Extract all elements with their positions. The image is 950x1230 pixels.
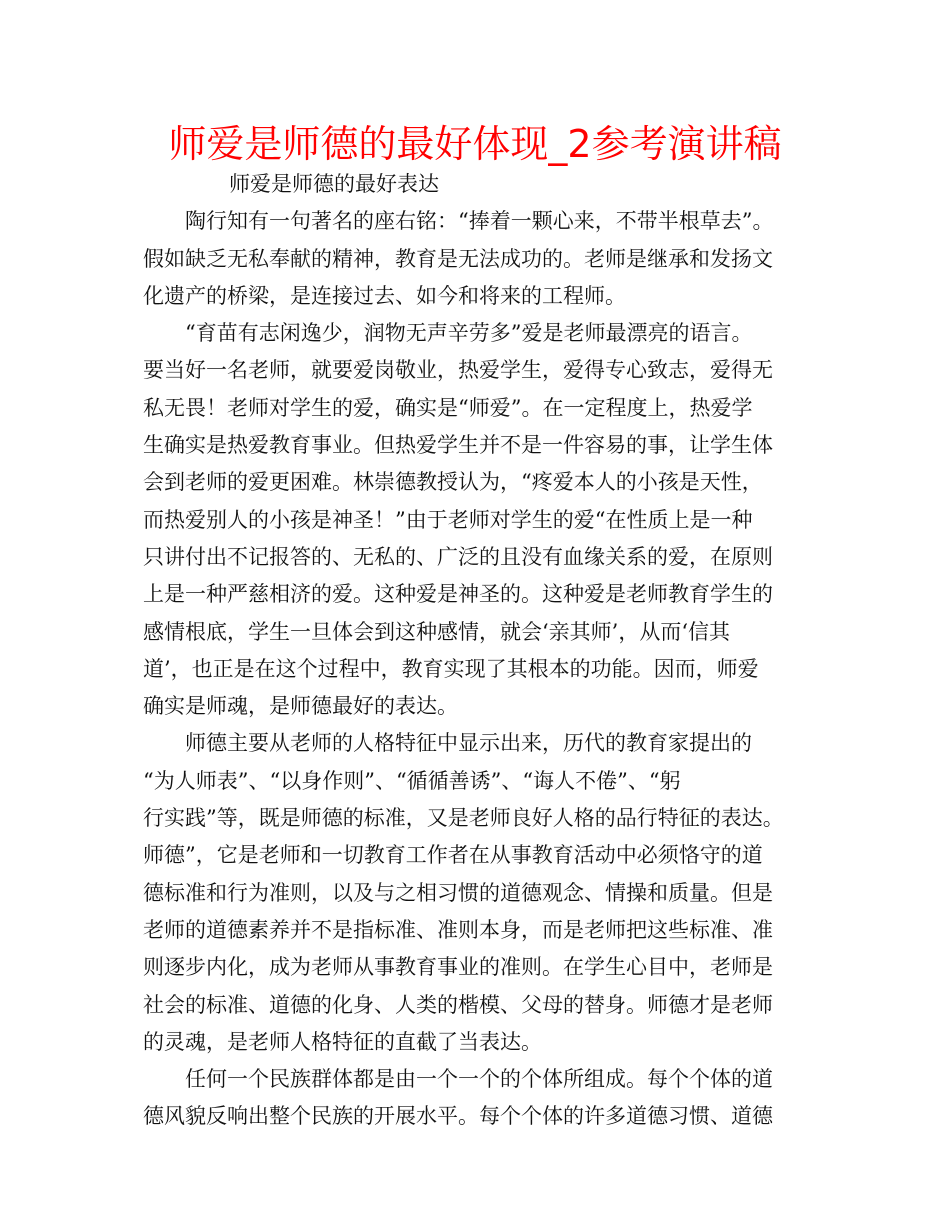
text-line: 上是一种严慈相济的爱。这种爱是神圣的。这种爱是老师教育学生的: [143, 582, 773, 607]
text-line: 而热爱别人的小孩是神圣！”由于老师对学生的爱“在性质上是一种: [143, 507, 753, 532]
text-line: 师德主要从老师的人格特征中显示出来，历代的教育家提出的: [143, 731, 752, 756]
text-line: 确实是师魂，是师德最好的表达。: [143, 694, 458, 719]
text-line: 老师的道德素养并不是指标准、准则本身，而是老师把这些标准、准: [143, 917, 773, 942]
text-line: 感情根底，学生一旦体会到这种感情，就会‘亲其师’，从而‘信其: [143, 619, 731, 644]
text-line: 行实践”等，既是师德的标准，又是老师良好人格的品行特征的表达。: [143, 806, 784, 831]
text-line: 社会的标准、道德的化身、人类的楷模、父母的替身。师德才是老师: [143, 992, 773, 1017]
text-line: 的灵魂，是老师人格特征的直截了当表达。: [143, 1029, 542, 1054]
text-line: 会到老师的爱更困难。林崇德教授认为，“疼爱本人的小孩是天性，: [143, 470, 763, 495]
text-line: 陶行知有一句著名的座右铭：“捧着一颗心来，不带半根草去”。: [143, 209, 774, 234]
text-line: 道’，也正是在这个过程中，教育实现了其根本的功能。因而，师爱: [143, 656, 759, 681]
text-line: 要当好一名老师，就要爱岗敬业，热爱学生，爱得专心致志，爱得无: [143, 358, 773, 383]
text-line: 德标准和行为准则，以及与之相习惯的道德观念、情操和质量。但是: [143, 880, 773, 905]
text-line: 任何一个民族群体都是由一个一个的个体所组成。每个个体的道: [143, 1067, 773, 1092]
text-line: 假如缺乏无私奉献的精神，教育是无法成功的。老师是继承和发扬文: [143, 246, 773, 271]
document-subtitle: 师爱是师德的最好表达: [229, 172, 439, 196]
text-line: 只讲付出不记报答的、无私的、广泛的且没有血缘关系的爱，在原则: [143, 544, 773, 569]
text-line: “为人师表”、“以身作则”、“循循善诱”、“诲人不倦”、“躬: [143, 768, 681, 793]
text-line: 私无畏！老师对学生的爱，确实是“师爱”。在一定程度上，热爱学: [143, 395, 753, 420]
text-line: 德风貌反响出整个民族的开展水平。每个个体的许多道德习惯、道德: [143, 1104, 773, 1129]
document-title: 师爱是师德的最好体现_2参考演讲稿: [168, 122, 782, 166]
text-line: 师德”，它是老师和一切教育工作者在从事教育活动中必须恪守的道: [143, 843, 763, 868]
document-body: [143, 166, 823, 1136]
text-line: 生确实是热爱教育事业。但热爱学生并不是一件容易的事，让学生体: [143, 433, 773, 458]
text-line: “育苗有志闲逸少，润物无声辛劳多”爱是老师最漂亮的语言。: [143, 321, 753, 346]
text-line: 则逐步内化，成为老师从事教育事业的准则。在学生心目中，老师是: [143, 955, 773, 980]
text-line: 化遗产的桥梁，是连接过去、如今和将来的工程师。: [143, 283, 626, 308]
